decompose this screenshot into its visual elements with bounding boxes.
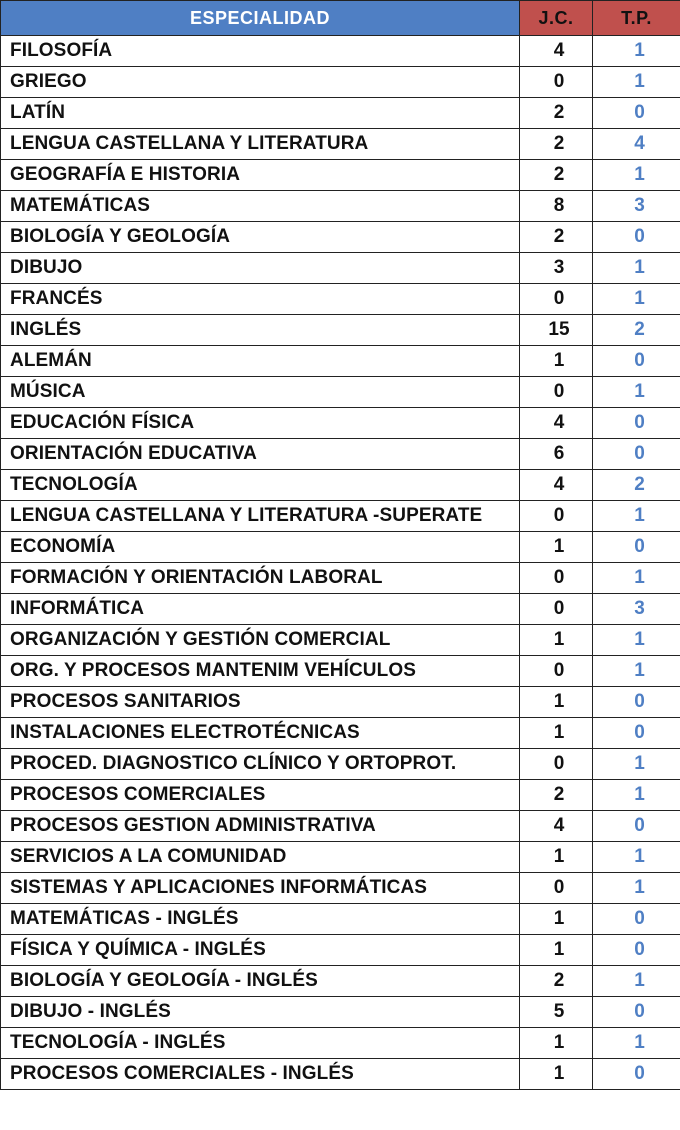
tp-cell: 0 bbox=[593, 532, 680, 563]
table-row bbox=[1, 687, 680, 718]
table-row bbox=[1, 98, 680, 129]
especialidad-cell: TECNOLOGÍA bbox=[1, 470, 520, 501]
jc-cell: 0 bbox=[520, 67, 593, 98]
jc-cell: 0 bbox=[520, 501, 593, 532]
table-row bbox=[1, 966, 680, 997]
tp-cell: 1 bbox=[593, 501, 680, 532]
tp-cell: 2 bbox=[593, 315, 680, 346]
tp-cell: 1 bbox=[593, 284, 680, 315]
tp-cell: 0 bbox=[593, 997, 680, 1028]
jc-cell: 1 bbox=[520, 1028, 593, 1059]
especialidad-cell: EDUCACIÓN FÍSICA bbox=[1, 408, 520, 439]
tp-cell: 1 bbox=[593, 966, 680, 997]
jc-cell: 1 bbox=[520, 625, 593, 656]
especialidad-cell: PROCESOS SANITARIOS bbox=[1, 687, 520, 718]
tp-cell: 1 bbox=[593, 749, 680, 780]
table-row bbox=[1, 222, 680, 253]
especialidad-cell: MATEMÁTICAS bbox=[1, 191, 520, 222]
jc-cell: 15 bbox=[520, 315, 593, 346]
table-row bbox=[1, 997, 680, 1028]
tp-cell: 0 bbox=[593, 346, 680, 377]
header-row bbox=[1, 1, 680, 36]
especialidad-cell: INFORMÁTICA bbox=[1, 594, 520, 625]
tp-cell: 0 bbox=[593, 687, 680, 718]
jc-cell: 1 bbox=[520, 687, 593, 718]
especialidad-cell: BIOLOGÍA Y GEOLOGÍA bbox=[1, 222, 520, 253]
especialidad-cell: FILOSOFÍA bbox=[1, 36, 520, 67]
jc-cell: 0 bbox=[520, 377, 593, 408]
tp-cell: 0 bbox=[593, 904, 680, 935]
tp-cell: 0 bbox=[593, 439, 680, 470]
jc-cell: 0 bbox=[520, 873, 593, 904]
table-row bbox=[1, 129, 680, 160]
tp-cell: 1 bbox=[593, 780, 680, 811]
jc-cell: 0 bbox=[520, 749, 593, 780]
especialidad-cell: PROCESOS COMERCIALES - INGLÉS bbox=[1, 1059, 520, 1090]
jc-cell: 0 bbox=[520, 656, 593, 687]
tp-cell: 0 bbox=[593, 935, 680, 966]
table-row bbox=[1, 594, 680, 625]
table-row bbox=[1, 1028, 680, 1059]
especialidad-cell: BIOLOGÍA Y GEOLOGÍA - INGLÉS bbox=[1, 966, 520, 997]
tp-cell: 2 bbox=[593, 470, 680, 501]
table-row bbox=[1, 935, 680, 966]
especialidad-cell: ORGANIZACIÓN Y GESTIÓN COMERCIAL bbox=[1, 625, 520, 656]
especialidad-cell: ORG. Y PROCESOS MANTENIM VEHÍCULOS bbox=[1, 656, 520, 687]
table-row bbox=[1, 842, 680, 873]
tp-cell: 0 bbox=[593, 222, 680, 253]
header-tp: T.P. bbox=[593, 1, 680, 36]
especialidad-cell: TECNOLOGÍA - INGLÉS bbox=[1, 1028, 520, 1059]
table-row bbox=[1, 315, 680, 346]
especialidad-cell: ECONOMÍA bbox=[1, 532, 520, 563]
table-body bbox=[1, 36, 680, 1090]
especialidad-cell: FÍSICA Y QUÍMICA - INGLÉS bbox=[1, 935, 520, 966]
tp-cell: 1 bbox=[593, 253, 680, 284]
jc-cell: 8 bbox=[520, 191, 593, 222]
especialidad-cell: PROCESOS GESTION ADMINISTRATIVA bbox=[1, 811, 520, 842]
jc-cell: 4 bbox=[520, 811, 593, 842]
especialidad-cell: ALEMÁN bbox=[1, 346, 520, 377]
table-row bbox=[1, 36, 680, 67]
table-row bbox=[1, 904, 680, 935]
especialidad-cell: LENGUA CASTELLANA Y LITERATURA -SUPERATE bbox=[1, 501, 520, 532]
table-row bbox=[1, 563, 680, 594]
tp-cell: 1 bbox=[593, 873, 680, 904]
jc-cell: 0 bbox=[520, 594, 593, 625]
tp-cell: 3 bbox=[593, 594, 680, 625]
jc-cell: 1 bbox=[520, 935, 593, 966]
especialidad-cell: FRANCÉS bbox=[1, 284, 520, 315]
jc-cell: 1 bbox=[520, 346, 593, 377]
table-row bbox=[1, 439, 680, 470]
especialidad-cell: ORIENTACIÓN EDUCATIVA bbox=[1, 439, 520, 470]
especialidad-cell: LENGUA CASTELLANA Y LITERATURA bbox=[1, 129, 520, 160]
especialidad-cell: MATEMÁTICAS - INGLÉS bbox=[1, 904, 520, 935]
jc-cell: 5 bbox=[520, 997, 593, 1028]
table-row bbox=[1, 1059, 680, 1090]
header-jc: J.C. bbox=[520, 1, 593, 36]
table-row bbox=[1, 718, 680, 749]
table-row bbox=[1, 749, 680, 780]
especialidad-cell: LATÍN bbox=[1, 98, 520, 129]
table-row bbox=[1, 532, 680, 563]
header-especialidad: ESPECIALIDAD bbox=[1, 1, 520, 36]
table-row bbox=[1, 625, 680, 656]
table-row bbox=[1, 470, 680, 501]
especialidad-cell: GRIEGO bbox=[1, 67, 520, 98]
tp-cell: 0 bbox=[593, 408, 680, 439]
especialidad-cell: DIBUJO bbox=[1, 253, 520, 284]
table-row bbox=[1, 253, 680, 284]
jc-cell: 2 bbox=[520, 222, 593, 253]
jc-cell: 1 bbox=[520, 532, 593, 563]
table-header bbox=[1, 1, 680, 36]
jc-cell: 2 bbox=[520, 98, 593, 129]
especialidad-cell: FORMACIÓN Y ORIENTACIÓN LABORAL bbox=[1, 563, 520, 594]
table-row bbox=[1, 377, 680, 408]
jc-cell: 2 bbox=[520, 160, 593, 191]
tp-cell: 1 bbox=[593, 36, 680, 67]
jc-cell: 4 bbox=[520, 36, 593, 67]
tp-cell: 1 bbox=[593, 842, 680, 873]
jc-cell: 0 bbox=[520, 563, 593, 594]
especialidad-cell: PROCED. DIAGNOSTICO CLÍNICO Y ORTOPROT. bbox=[1, 749, 520, 780]
especialidad-cell: DIBUJO - INGLÉS bbox=[1, 997, 520, 1028]
especialidad-cell: INSTALACIONES ELECTROTÉCNICAS bbox=[1, 718, 520, 749]
jc-cell: 2 bbox=[520, 780, 593, 811]
tp-cell: 1 bbox=[593, 625, 680, 656]
tp-cell: 0 bbox=[593, 98, 680, 129]
jc-cell: 2 bbox=[520, 966, 593, 997]
table-row bbox=[1, 284, 680, 315]
tp-cell: 1 bbox=[593, 67, 680, 98]
tp-cell: 0 bbox=[593, 1059, 680, 1090]
tp-cell: 1 bbox=[593, 1028, 680, 1059]
jc-cell: 1 bbox=[520, 842, 593, 873]
table-row bbox=[1, 67, 680, 98]
tp-cell: 1 bbox=[593, 377, 680, 408]
jc-cell: 0 bbox=[520, 284, 593, 315]
especialidad-cell: GEOGRAFÍA E HISTORIA bbox=[1, 160, 520, 191]
table-row bbox=[1, 408, 680, 439]
table-row bbox=[1, 191, 680, 222]
jc-cell: 1 bbox=[520, 904, 593, 935]
jc-cell: 2 bbox=[520, 129, 593, 160]
tp-cell: 1 bbox=[593, 160, 680, 191]
tp-cell: 3 bbox=[593, 191, 680, 222]
jc-cell: 4 bbox=[520, 470, 593, 501]
jc-cell: 1 bbox=[520, 1059, 593, 1090]
tp-cell: 4 bbox=[593, 129, 680, 160]
table-row bbox=[1, 873, 680, 904]
tp-cell: 1 bbox=[593, 563, 680, 594]
table-row bbox=[1, 780, 680, 811]
tp-cell: 0 bbox=[593, 718, 680, 749]
especialidad-cell: INGLÉS bbox=[1, 315, 520, 346]
table-row bbox=[1, 811, 680, 842]
especialidad-cell: SISTEMAS Y APLICACIONES INFORMÁTICAS bbox=[1, 873, 520, 904]
tp-cell: 0 bbox=[593, 811, 680, 842]
tp-cell: 1 bbox=[593, 656, 680, 687]
jc-cell: 1 bbox=[520, 718, 593, 749]
especialidad-cell: SERVICIOS A LA COMUNIDAD bbox=[1, 842, 520, 873]
jc-cell: 4 bbox=[520, 408, 593, 439]
jc-cell: 6 bbox=[520, 439, 593, 470]
table-row bbox=[1, 346, 680, 377]
table-row bbox=[1, 656, 680, 687]
table-row bbox=[1, 501, 680, 532]
table-row bbox=[1, 160, 680, 191]
especialidad-cell: MÚSICA bbox=[1, 377, 520, 408]
especialidad-cell: PROCESOS COMERCIALES bbox=[1, 780, 520, 811]
jc-cell: 3 bbox=[520, 253, 593, 284]
